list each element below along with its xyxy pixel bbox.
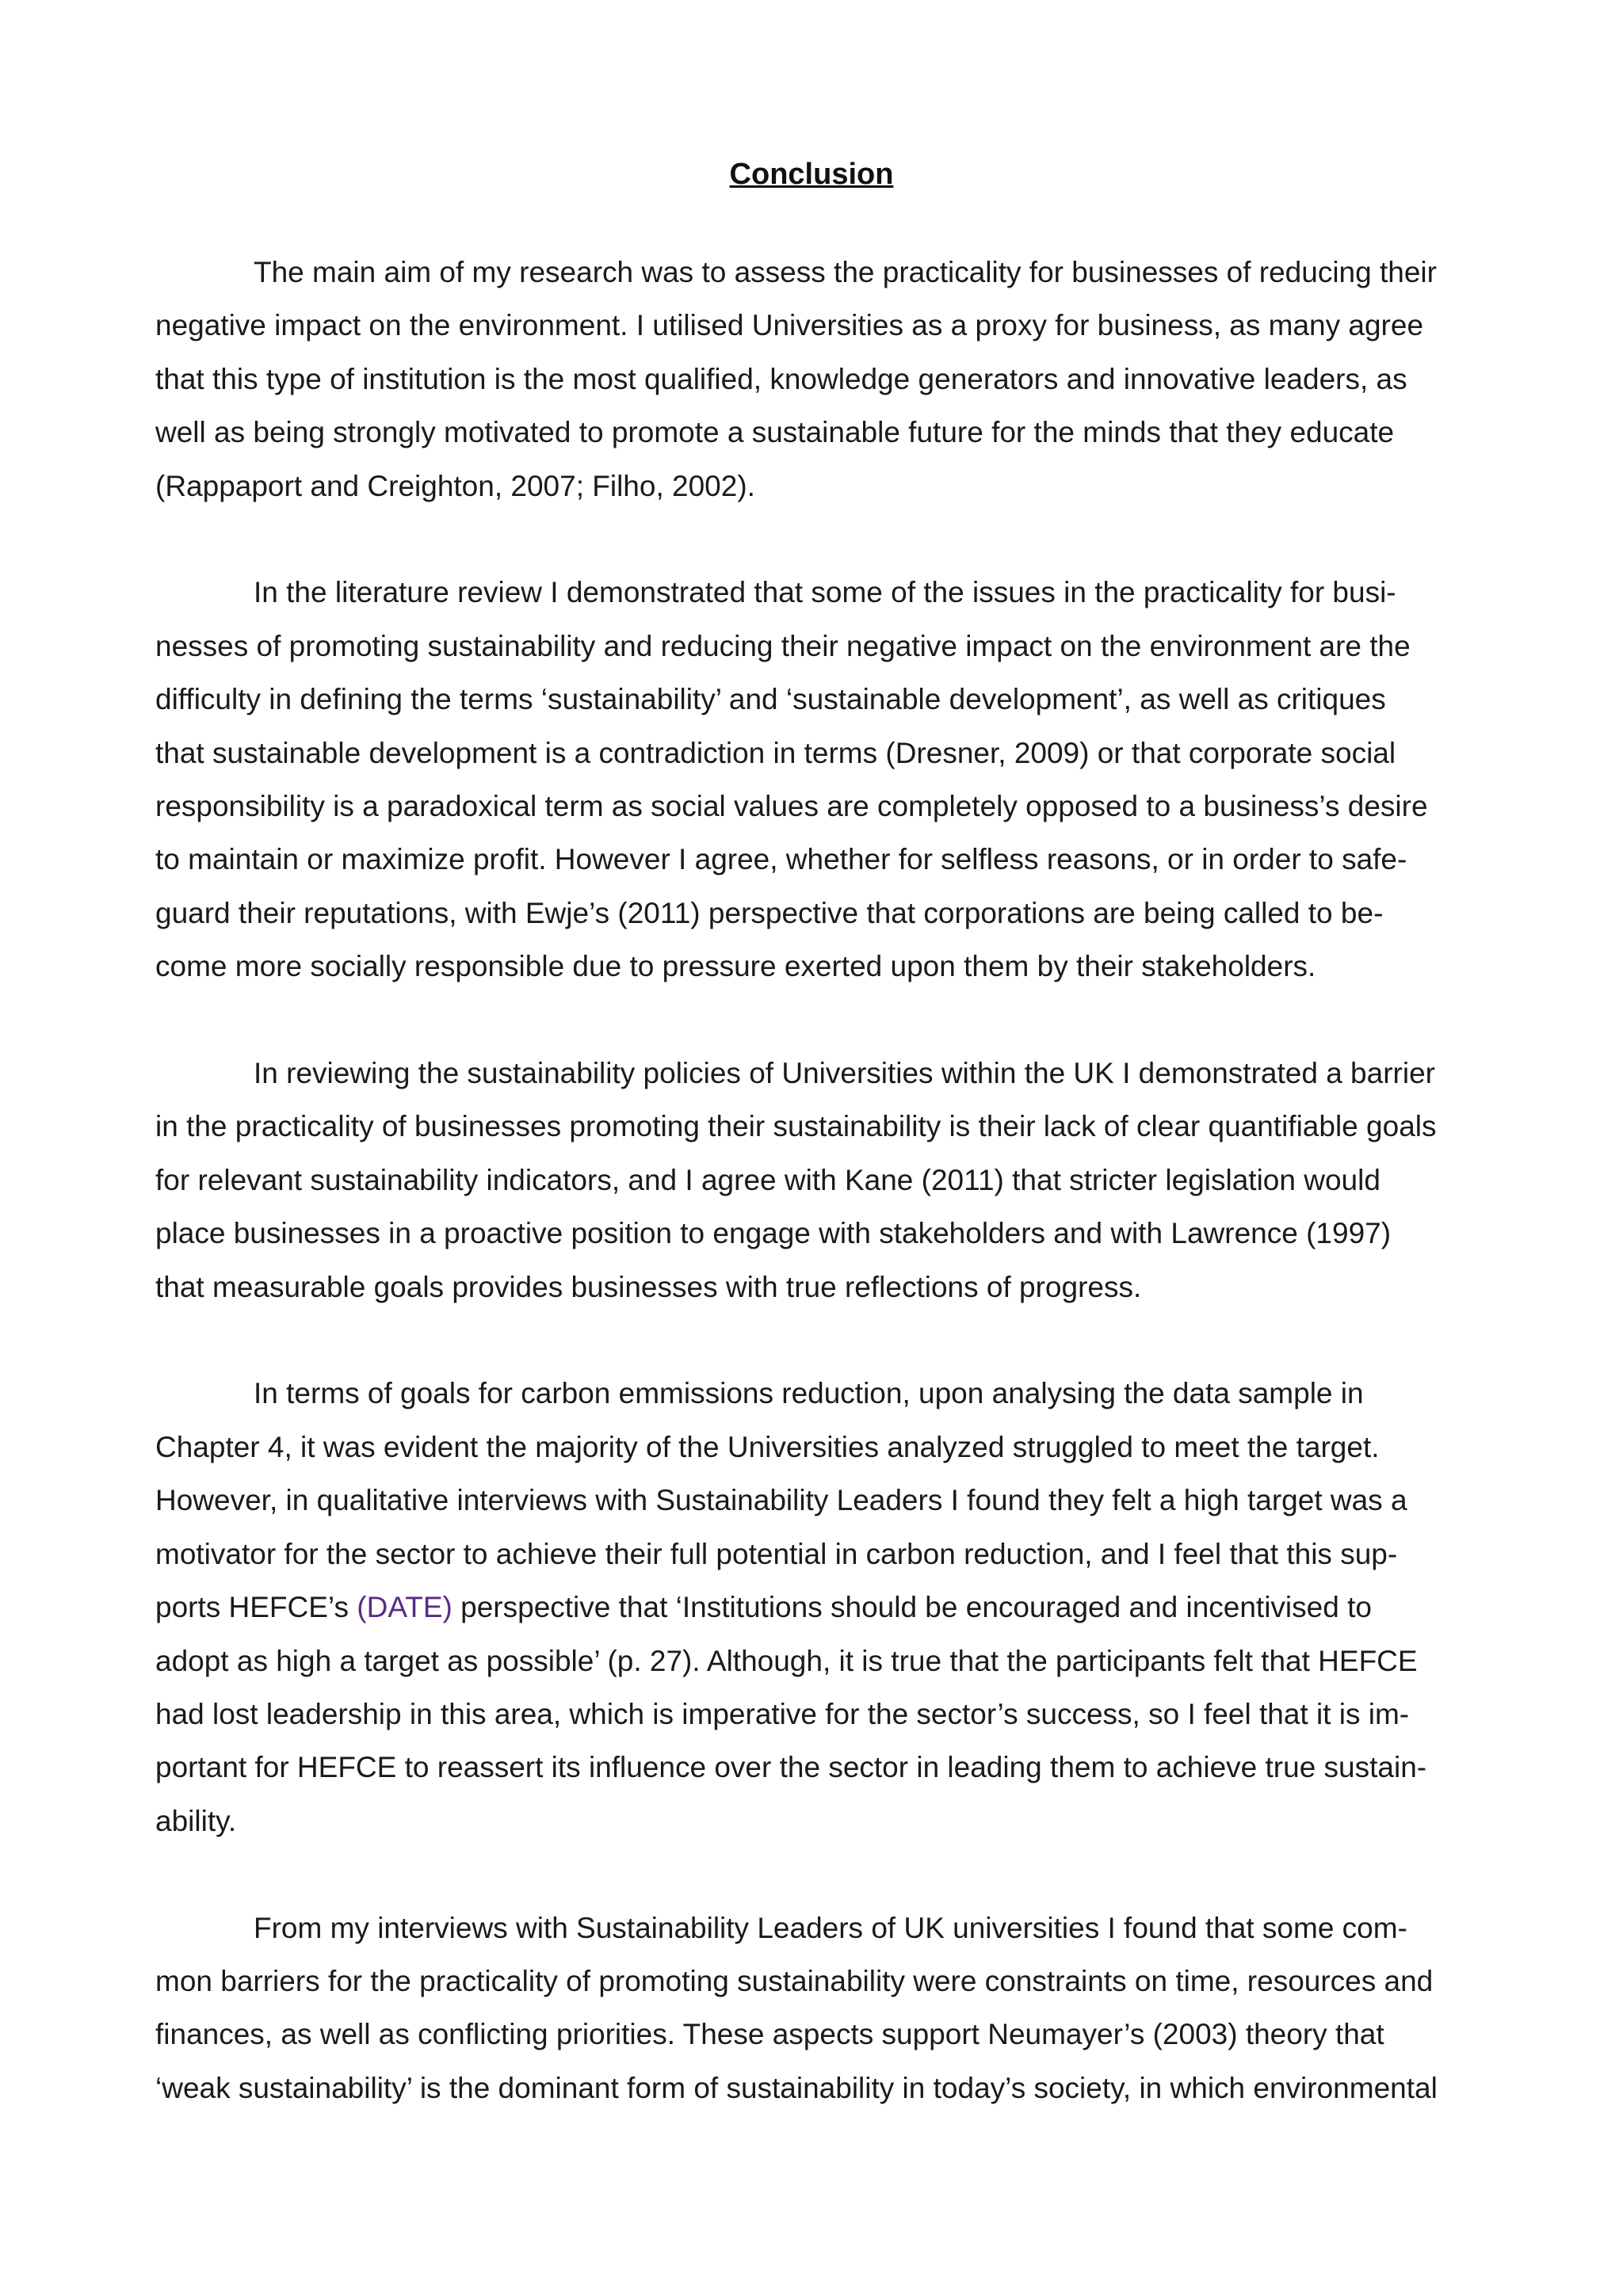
paragraph-line: place businesses in a proactive position to engage with stakeholders and with Lawrence (1997)	[155, 1217, 1392, 1250]
page-title: Conclusion	[729, 158, 894, 191]
line-segment: perspective that ‘Institutions should be encouraged and incentivised to	[452, 1591, 1372, 1624]
paragraph-line: well as being strongly motivated to promote a sustainable future for the minds that they educate	[155, 416, 1395, 449]
date-placeholder: (DATE)	[357, 1591, 453, 1624]
paragraph-line: From my interviews with Sustainability Leaders of UK universities I found that some com-	[254, 1911, 1407, 1944]
paragraph-line: that sustainable development is a contradiction in terms (Dresner, 2009) or that corporate social	[155, 736, 1396, 769]
paragraph-line: ‘weak sustainability’ is the dominant form of sustainability in today’s society, in which environmental	[155, 2071, 1438, 2104]
paragraph-line: to maintain or maximize profit. However I agree, whether for selfless reasons, or in order to safe-	[155, 843, 1407, 876]
paragraph-line: ability.	[155, 1804, 237, 1837]
paragraph-line: However, in qualitative interviews with Sustainability Leaders I found they felt a high target was a	[155, 1484, 1407, 1517]
line-segment: ports HEFCE’s	[155, 1591, 357, 1624]
paragraph-line: motivator for the sector to achieve their full potential in carbon reduction, and I feel that this sup-	[155, 1537, 1398, 1570]
paragraph-3	[155, 1047, 1487, 1314]
paragraph-1	[155, 246, 1487, 513]
paragraph-line: responsibility is a paradoxical term as social values are completely opposed to a business’s desire	[155, 790, 1428, 823]
document-body	[155, 246, 1487, 2168]
paragraph-line: In terms of goals for carbon emmissions reduction, upon analysing the data sample in	[254, 1377, 1364, 1410]
paragraph-line: (Rappaport and Creighton, 2007; Filho, 2002).	[155, 469, 755, 502]
paragraph-line: In reviewing the sustainability policies of Universities within the UK I demonstrated a barrier	[254, 1057, 1435, 1090]
paragraph-line-with-date	[155, 1581, 1487, 1634]
paragraph-line: adopt as high a target as possible’ (p. 27). Although, it is true that the participants felt that HEFCE	[155, 1644, 1418, 1677]
paragraph-line: come more socially responsible due to pressure exerted upon them by their stakeholders.	[155, 950, 1316, 983]
paragraph-line: finances, as well as conflicting priorities. These aspects support Neumayer’s (2003) theory that	[155, 2018, 1384, 2051]
paragraph-line: that this type of institution is the most qualified, knowledge generators and innovative leaders, as	[155, 362, 1407, 395]
paragraph-line: difficulty in defining the terms ‘sustainability’ and ‘sustainable development’, as well as critiques	[155, 683, 1386, 716]
paragraph-line: for relevant sustainability indicators, and I agree with Kane (2011) that stricter legislation would	[155, 1163, 1381, 1196]
paragraph-line: The main aim of my research was to assess the practicality for businesses of reducing their	[254, 256, 1437, 288]
paragraph-line: in the practicality of businesses promoting their sustainability is their lack of clear quantifiable goals	[155, 1110, 1437, 1143]
paragraph-5	[155, 1901, 1487, 2115]
paragraph-line: that measurable goals provides businesses with true reflections of progress.	[155, 1270, 1142, 1303]
paragraph-line: Chapter 4, it was evident the majority of the Universities analyzed struggled to meet the target.	[155, 1430, 1380, 1463]
paragraph-4	[155, 1367, 1487, 1848]
paragraph-line: had lost leadership in this area, which is imperative for the sector’s success, so I feel that it is im-	[155, 1697, 1410, 1730]
paragraph-line: mon barriers for the practicality of promoting sustainability were constraints on time, resources and	[155, 1964, 1434, 1997]
paragraph-2	[155, 566, 1487, 993]
paragraph-line: In the literature review I demonstrated that some of the issues in the practicality for busi-	[254, 576, 1396, 609]
paragraph-line: portant for HEFCE to reassert its influence over the sector in leading them to achieve true sustain-	[155, 1751, 1427, 1784]
paragraph-line: negative impact on the environment. I utilised Universities as a proxy for business, as many agree	[155, 309, 1424, 342]
paragraph-line: guard their reputations, with Ewje’s (2011) perspective that corporations are being called to be-	[155, 896, 1384, 929]
paragraph-line: nesses of promoting sustainability and reducing their negative impact on the environment are the	[155, 629, 1411, 662]
